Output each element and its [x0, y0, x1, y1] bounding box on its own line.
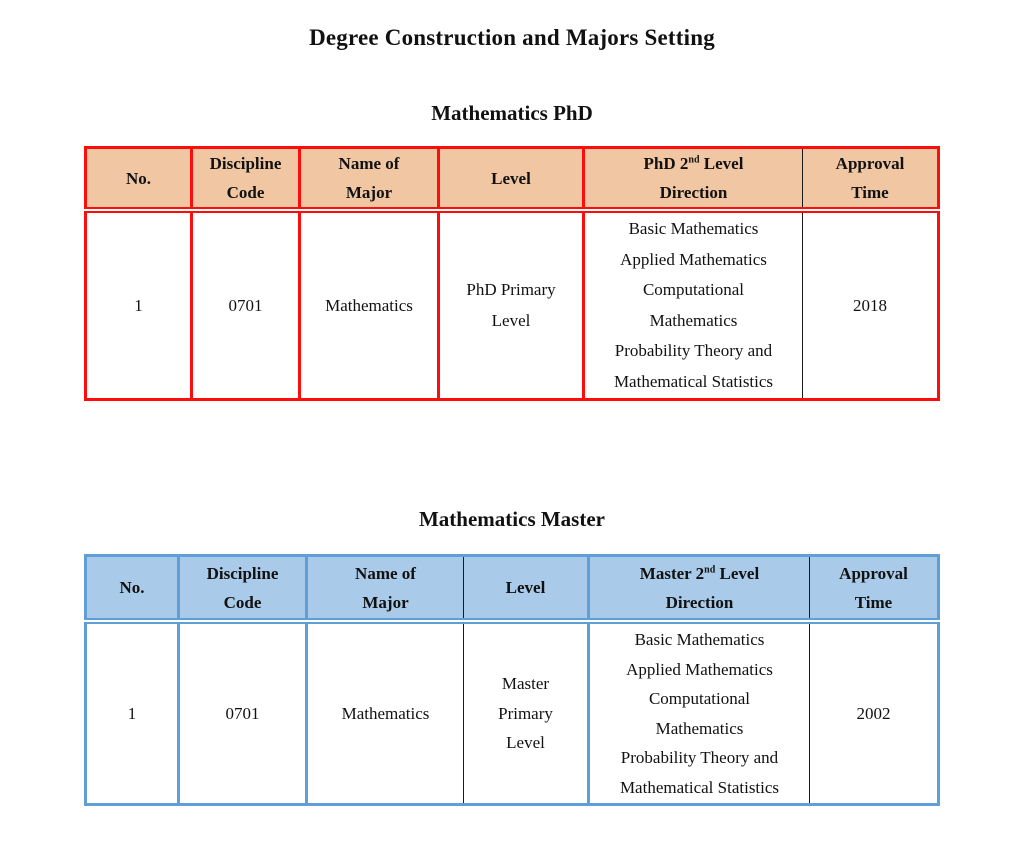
header-label: Level	[505, 578, 546, 597]
master-header-cell-discipline-code	[180, 557, 308, 618]
header-label: Level	[491, 168, 531, 188]
direction-list: Basic Mathematics Applied Mathematics Computational Mathematics Probability Theory and Mathematical Statistics	[613, 219, 774, 391]
header-label: No.	[119, 578, 145, 597]
level-text: PhD Primary Level	[466, 280, 556, 330]
header-label: No.	[125, 168, 152, 188]
header-text: PhD 2	[643, 154, 689, 173]
header-text: Master 2	[639, 563, 705, 583]
master-header-cell-no	[87, 557, 180, 618]
phd-cell-approval-time: 2018	[853, 295, 887, 315]
document-page	[0, 25, 1024, 806]
master-header-cell-direction	[590, 557, 810, 618]
master-cell-level	[464, 624, 590, 803]
master-cell-approval-time: 2002	[856, 703, 891, 723]
header-label: Name of Major	[338, 154, 400, 202]
header-label: Discipline Code	[206, 563, 279, 612]
phd-cell-no: 1	[87, 213, 193, 398]
phd-header-cell-discipline-code	[193, 149, 301, 207]
header-label: Approval Time	[839, 563, 908, 612]
phd-cell-discipline-code: 0701	[193, 213, 301, 398]
header-text: Level	[715, 563, 760, 583]
phd-table	[84, 146, 940, 401]
phd-section-title: Mathematics PhD	[431, 101, 593, 125]
header-label-line2: Direction	[659, 183, 728, 202]
master-cell-major-name: Mathematics	[308, 624, 464, 803]
master-header-cell-name-of-major	[308, 557, 464, 618]
phd-header-cell-name-of-major	[301, 149, 440, 207]
header-label: Discipline Code	[209, 154, 282, 202]
phd-header-cell-level	[440, 149, 585, 207]
phd-header-cell-approval-time	[803, 149, 937, 207]
ordinal-superscript: nd	[688, 154, 700, 166]
master-header-row	[84, 554, 940, 620]
phd-header-cell-no	[87, 149, 193, 207]
master-header-cell-level	[464, 557, 590, 618]
master-cell-direction	[590, 624, 810, 803]
header-label: Name of Major	[355, 563, 416, 612]
phd-cell-direction	[585, 213, 803, 398]
master-section	[0, 507, 1024, 806]
header-label: Approval Time	[835, 154, 905, 202]
master-section-title: Mathematics Master	[418, 507, 605, 531]
phd-cell-level	[440, 213, 585, 398]
phd-cell-major-name: Mathematics	[301, 213, 440, 398]
master-cell-no: 1	[87, 624, 180, 803]
master-cell-discipline-code: 0701	[180, 624, 308, 803]
phd-section	[0, 101, 1024, 401]
level-text: Master Primary Level	[498, 674, 553, 753]
phd-header-row	[84, 146, 940, 209]
master-header-cell-approval-time	[810, 557, 937, 618]
header-text: Level	[699, 154, 744, 173]
master-data-row	[84, 622, 940, 806]
direction-list: Basic Mathematics Applied Mathematics Computational Mathematics Probability Theory and Mathematical Statistics	[619, 630, 780, 797]
master-table	[84, 554, 940, 806]
ordinal-superscript: nd	[704, 563, 716, 575]
phd-data-row	[84, 211, 940, 401]
header-label-line1	[640, 559, 759, 588]
header-label-line1	[644, 149, 744, 178]
phd-header-cell-direction	[585, 149, 803, 207]
header-label-line2: Direction	[665, 592, 734, 612]
document-title: Degree Construction and Majors Setting	[309, 25, 715, 50]
